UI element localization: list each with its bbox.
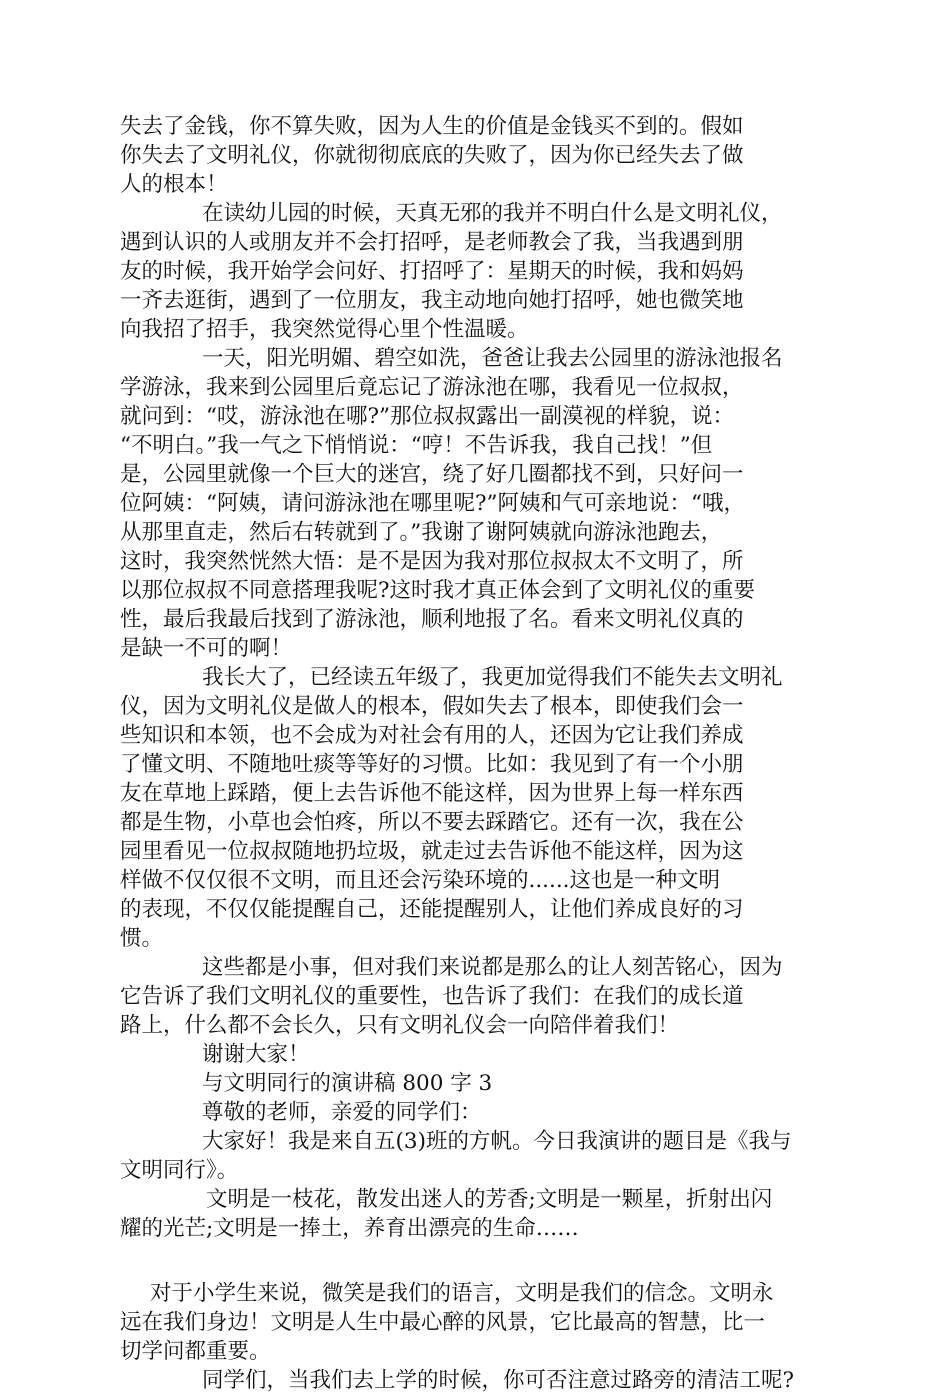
- paragraph-start: 同学们，当我们去上学的时候，你可否注意过路旁的清洁工呢?: [202, 1368, 795, 1393]
- text-line: 性，最后我最后找到了游泳池，顺利地报了名。看来文明礼仪真的: [120, 607, 744, 632]
- text-line: 惯。: [120, 926, 164, 951]
- text-line: 耀的光芒;文明是一捧土，养育出漂亮的生命……: [120, 1216, 579, 1241]
- text-line: 是缺一不可的啊！: [120, 636, 293, 661]
- text-line: 你失去了文明礼仪，你就彻彻底底的失败了，因为你已经失去了做: [120, 143, 744, 168]
- closing-line: 谢谢大家！: [202, 1042, 310, 1067]
- text-line: 是，公园里就像一个巨大的迷宫，绕了好几圈都找不到，只好问一: [120, 462, 744, 487]
- paragraph-start: 一天，阳光明媚、碧空如洗，爸爸让我去公园里的游泳池报名: [202, 346, 783, 371]
- text-line: 一齐去逛街，遇到了一位朋友，我主动地向她打招呼，她也微笑地: [120, 288, 744, 313]
- text-line: 位阿姨：“阿姨，请问游泳池在哪里呢?”阿姨和气可亲地说：“哦，: [120, 491, 746, 516]
- paragraph-start: 我长大了，已经读五年级了，我更加觉得我们不能失去文明礼: [202, 665, 783, 690]
- section-heading: 与文明同行的演讲稿 800 字 3: [202, 1071, 493, 1096]
- text-line: 路上，什么都不会长久，只有文明礼仪会一向陪伴着我们！: [120, 1013, 680, 1038]
- text-line: 人的根本！: [120, 172, 228, 197]
- text-line: 从那里直走，然后右转就到了。”我谢了谢阿姨就向游泳池跑去，: [120, 520, 723, 545]
- text-line: 它告诉了我们文明礼仪的重要性，也告诉了我们：在我们的成长道: [120, 984, 744, 1009]
- text-line: 学游泳，我来到公园里后竟忘记了游泳池在哪，我看见一位叔叔，: [120, 375, 744, 400]
- text-line: 切学问都重要。: [120, 1339, 271, 1364]
- text-line: 遇到认识的人或朋友并不会打招呼，是老师教会了我，当我遇到朋: [120, 230, 744, 255]
- text-line: 友的时候，我开始学会问好、打招呼了：星期天的时候，我和妈妈: [120, 259, 744, 284]
- text-line: 些知识和本领，也不会成为对社会有用的人，还因为它让我们养成: [120, 723, 744, 748]
- paragraph-start: 文明是一枝花，散发出迷人的芳香;文明是一颗星，折射出闪: [206, 1187, 773, 1212]
- text-line: 友在草地上踩踏，便上去告诉他不能这样，因为世界上每一样东西: [120, 781, 744, 806]
- paragraph-start: 这些都是小事，但对我们来说都是那么的让人刻苦铭心，因为: [202, 955, 783, 980]
- text-line: 文明同行》。: [120, 1158, 239, 1183]
- text-line: 仪，因为文明礼仪是做人的根本，假如失去了根本，即使我们会一: [120, 694, 744, 719]
- text-line: 失去了金钱，你不算失败，因为人生的价值是金钱买不到的。假如: [120, 114, 744, 139]
- paragraph-start: 对于小学生来说，微笑是我们的语言，文明是我们的信念。文明永: [150, 1281, 774, 1306]
- text-line: 园里看见一位叔叔随地扔垃圾，就走过去告诉他不能这样，因为这: [120, 839, 744, 864]
- paragraph-start: 在读幼儿园的时候，天真无邪的我并不明白什么是文明礼仪，: [202, 201, 783, 226]
- text-line: 了懂文明、不随地吐痰等等好的习惯。比如：我见到了有一个小朋: [120, 752, 744, 777]
- text-line: 就问到：“哎，游泳池在哪?”那位叔叔露出一副漠视的样貌，说：: [120, 404, 735, 429]
- text-line: 的表现，不仅仅能提醒自己，还能提醒别人，让他们养成良好的习: [120, 897, 744, 922]
- text-line: 向我招了招手，我突然觉得心里个性温暖。: [120, 317, 529, 342]
- paragraph-gap: [120, 1243, 832, 1279]
- text-line: 都是生物，小草也会怕疼，所以不要去踩踏它。还有一次，我在公: [120, 810, 744, 835]
- text-line: 这时，我突然恍然大悟：是不是因为我对那位叔叔太不文明了，所: [120, 549, 744, 574]
- text-line: 远在我们身边！文明是人生中最心醉的风景，它比最高的智慧，比一: [120, 1310, 766, 1335]
- salutation: 尊敬的老师，亲爱的同学们：: [202, 1100, 482, 1125]
- text-line: “不明白。”我一气之下悄悄说：“哼！不告诉我，我自己找！”但: [120, 433, 713, 458]
- paragraph-start: 大家好！我是来自五(3)班的方帆。今日我演讲的题目是《我与: [202, 1129, 792, 1154]
- document-page: [120, 112, 832, 1395]
- text-line: 以那位叔叔不同意搭理我呢?这时我才真正体会到了文明礼仪的重要: [120, 578, 756, 603]
- text-line: 样做不仅仅很不文明，而且还会污染环境的......这也是一种文明: [120, 868, 721, 893]
